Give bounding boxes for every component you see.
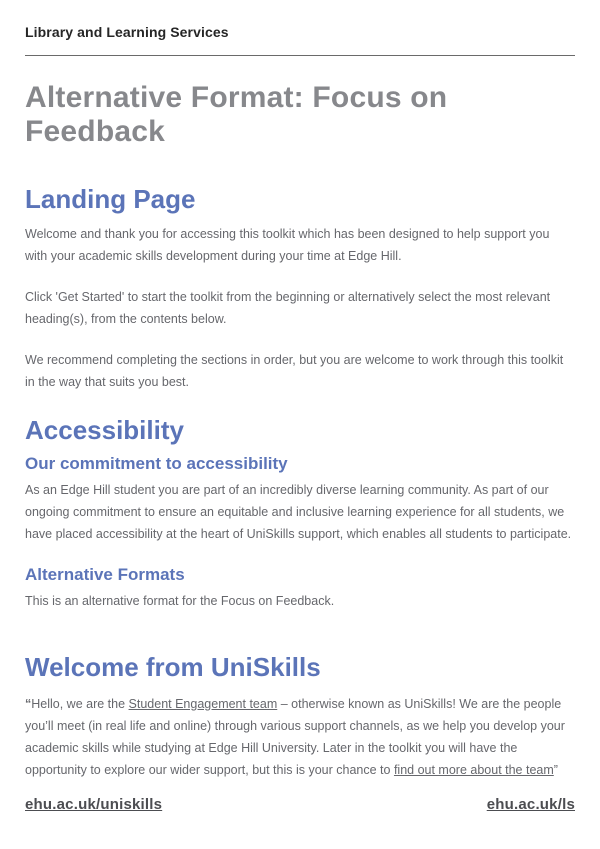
alternative-formats-subheading: Alternative Formats [25,565,185,584]
closing-quote-mark: ” [553,763,558,777]
uniskills-url-link[interactable]: ehu.ac.uk/uniskills [25,796,163,813]
student-engagement-team-link[interactable]: Student Engagement team [128,697,278,711]
department-header: Library and Learning Services [25,24,229,40]
welcome-quote-paragraph [25,693,575,781]
commitment-subheading: Our commitment to accessibility [25,454,288,473]
page-footer [25,796,575,813]
document-title: Alternative Format: Focus on Feedback [25,81,448,148]
section-accessibility [25,415,575,612]
header-divider [25,55,575,56]
library-services-url-link[interactable]: ehu.ac.uk/ls [486,796,575,813]
landing-paragraph-2: Click 'Get Started' to start the toolkit from the beginning or alternatively select the most relevant heading(s), from the contents below. [25,290,551,326]
welcome-heading: Welcome from UniSkills [25,652,321,682]
find-out-more-link[interactable]: find out more about the team [393,763,554,777]
quote-text-part-1: Hello, we are the [31,697,129,711]
section-landing-page [25,184,575,393]
landing-paragraph-1: Welcome and thank you for accessing this toolkit which has been designed to help support you with your academic skills development during your time at Edge Hill. [25,227,550,263]
opening-quote-mark: “ [25,697,32,711]
commitment-paragraph: As an Edge Hill student you are part of an incredibly diverse learning community. As part of our ongoing commitment to ensure an equitable and inclusive learning experience for all students, we have placed accessibility at the heart of UniSkills support, which enables all students to participate. [25,483,572,541]
accessibility-heading: Accessibility [25,415,184,445]
quote-text-part-2: – otherwise known as UniSkills! We are the people you’ll meet (in real life and online) through various support channels, as we help you develop your academic skills while studying at Edge Hill University. Later in the toolkit you will have the opportunity to explore our wider support, but this is your chance to [25,697,565,777]
landing-paragraph-3: We recommend completing the sections in order, but you are welcome to work through this toolkit in the way that suits you best. [25,353,564,389]
section-welcome-uniskills [25,652,575,781]
landing-page-heading: Landing Page [25,184,196,214]
alternative-formats-paragraph: This is an alternative format for the Focus on Feedback. [25,594,335,608]
